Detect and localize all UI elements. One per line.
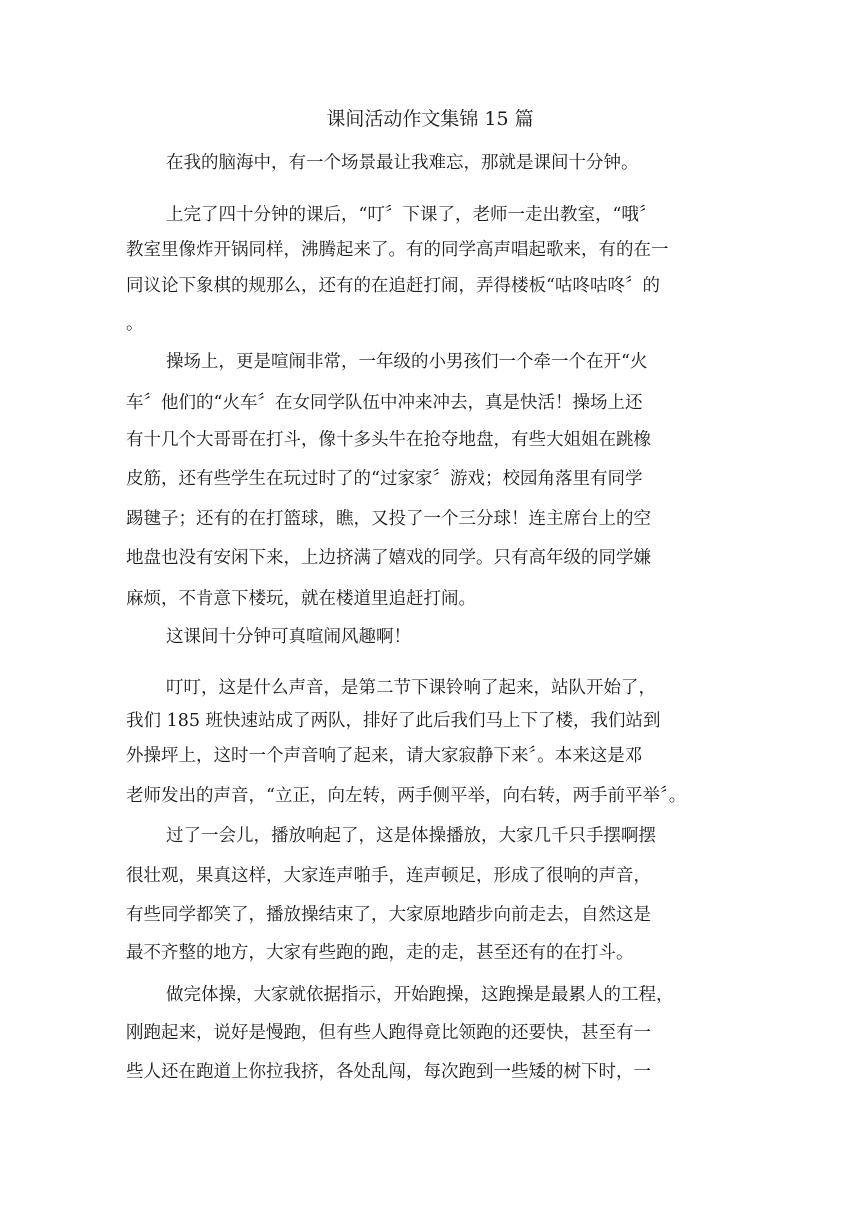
text-line: 上完了四十分钟的课后，“叮〞下课了，老师一走出教室，“哦〞: [166, 205, 657, 225]
text-line: 最不齐整的地方，大家有些跑的跑，走的走，甚至还有的在打斗。: [126, 943, 634, 963]
text-line: 很壮观，果真这样，大家连声啪手，连声顿足，形成了很响的声音，: [126, 866, 651, 886]
text-line: 踢毽子；还有的在打篮球，瞧，又投了一个三分球！连主席台上的空: [126, 509, 651, 529]
text-line: 过了一会儿，播放响起了，这是体操播放，大家几千只手摆啊摆: [166, 826, 656, 846]
text-line: 麻烦，不肯意下楼玩，就在楼道里追赶打闹。: [126, 589, 476, 609]
text-line: 叮叮，这是什么声音，是第二节下课铃响了起来，站队开始了，: [166, 678, 656, 698]
text-line: 这课间十分钟可真喧闹风趣啊！: [166, 627, 411, 647]
text-line: 些人还在跑道上你拉我挤，各处乱闯，每次跑到一些矮的树下时，一: [126, 1062, 651, 1082]
text-line: 我们 185 班快速站成了两队，排好了此后我们马上下了楼，我们站到: [126, 711, 661, 731]
text-line: 做完体操，大家就依据指示，开始跑操，这跑操是最累人的工程，: [166, 985, 674, 1005]
text-line: 外操坪上，这时一个声音响了起来，请大家寂静下来〞。本来这是邓: [126, 746, 643, 766]
text-line: 教室里像炸开锅同样，沸腾起来了。有的同学高声唱起歌来，有的在一: [126, 240, 669, 260]
text-line: 皮筋，还有些学生在玩过时了的“过家家〞游戏；校园角落里有同学: [126, 469, 643, 489]
text-line: 地盘也没有安闲下来，上边挤满了嬉戏的同学。只有高年级的同学嫌: [126, 548, 651, 568]
text-line: 有十几个大哥哥在打斗，像十多头牛在抢夺地盘，有些大姐姐在跳橡: [126, 430, 651, 450]
text-line: 老师发出的声音，“立正，向左转，两手侧平举，向右转，两手前平举〞。: [126, 786, 687, 806]
text-line: 操场上，更是喧闹非常，一年级的小男孩们一个牵一个在开“火: [166, 352, 648, 372]
text-line: 有些同学都笑了，播放操结束了，大家原地踏步向前走去，自然这是: [126, 905, 651, 925]
document-title: 课间活动作文集锦 15 篇: [326, 108, 534, 130]
text-line: 。: [126, 314, 144, 334]
text-line: 同议论下象棋的规那么，还有的在追赶打闹，弄得楼板“咕咚咕咚〞的: [126, 276, 660, 296]
text-line: 车〞他们的“火车〞在女同学队伍中冲来冲去，真是快活！操场上还: [126, 393, 643, 413]
text-line: 在我的脑海中，有一个场景最让我难忘，那就是课间十分钟。: [166, 153, 639, 173]
text-line: 刚跑起来，说好是慢跑，但有些人跑得竟比领跑的还要快，甚至有一: [126, 1023, 651, 1043]
